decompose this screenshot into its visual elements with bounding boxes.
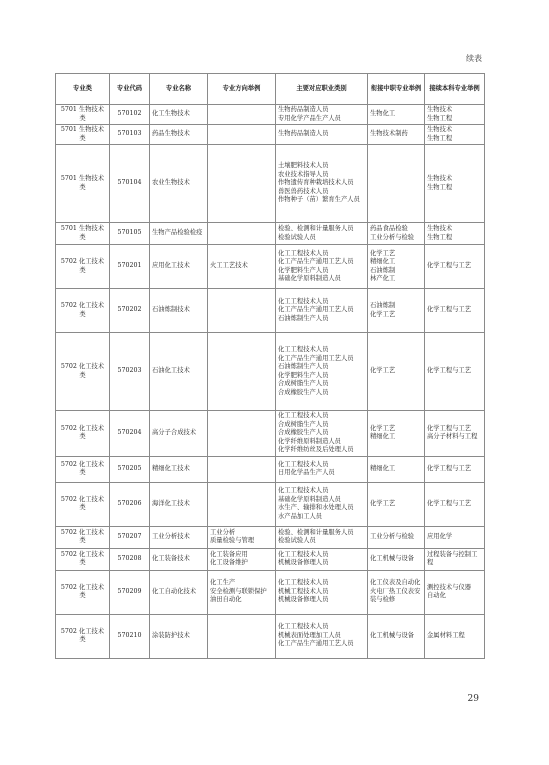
undergrad-line: 化学工程与工艺 xyxy=(427,499,472,507)
direction-cell xyxy=(208,570,276,614)
secondary-line: 精细化工 xyxy=(370,464,396,472)
secondary-line: 化学工艺 xyxy=(370,424,396,432)
table-row xyxy=(56,223,485,245)
occupations-line: 化工工程技术人员 xyxy=(278,550,329,558)
code-cell: 570202 xyxy=(110,289,150,333)
occupations-line: 检验试验人员 xyxy=(278,233,316,241)
secondary-cell xyxy=(368,526,425,548)
occupations-cell xyxy=(276,223,368,245)
name-cell: 应用化工技术 xyxy=(150,245,208,289)
secondary-cell xyxy=(368,333,425,411)
undergrad-line: 生物技术 xyxy=(427,126,453,133)
undergrad-cell xyxy=(425,105,485,125)
header-category: 专业类 xyxy=(56,74,110,105)
table-row xyxy=(56,482,485,526)
category-cell: 5701 生物技术类 xyxy=(56,105,110,125)
secondary-cell xyxy=(368,245,425,289)
undergrad-cell xyxy=(425,245,485,289)
undergrad-cell xyxy=(425,456,485,482)
secondary-line: 化学工艺 xyxy=(370,310,396,318)
undergrad-line: 生物工程 xyxy=(427,233,453,241)
occupations-line: 化学纤维纺丝及后处理人员 xyxy=(278,446,354,453)
undergrad-line: 测控技术与仪器 xyxy=(427,583,472,591)
undergrad-line: 生物技术 xyxy=(427,175,453,182)
direction-cell xyxy=(208,223,276,245)
occupations-line: 土壤肥料技术人员 xyxy=(278,162,329,170)
direction-cell xyxy=(208,289,276,333)
occupations-line: 化工工程技术人员 xyxy=(278,297,329,305)
secondary-line: 精细化工 xyxy=(370,433,396,441)
undergrad-cell xyxy=(425,526,485,548)
occupations-line: 合成树脂生产人员 xyxy=(278,380,329,387)
table-row xyxy=(56,526,485,548)
undergrad-cell xyxy=(425,125,485,145)
table-row xyxy=(56,125,485,145)
code-cell: 570205 xyxy=(110,456,150,482)
code-cell: 570210 xyxy=(110,614,150,658)
name-cell: 海洋化工技术 xyxy=(150,482,208,526)
continuation-label: 续表 xyxy=(466,54,482,63)
secondary-line: 林产化工 xyxy=(370,275,396,282)
name-cell: 化工自动化技术 xyxy=(150,570,208,614)
table-row xyxy=(56,614,485,658)
occupations-line: 基础化学原料制造人员 xyxy=(278,275,341,282)
undergrad-cell xyxy=(425,548,485,570)
occupations-line: 化工工程技术人员 xyxy=(278,579,329,587)
secondary-line: 化工仪表及自动化 xyxy=(370,579,421,587)
occupations-cell xyxy=(276,125,368,145)
occupations-line: 化工工程技术人员 xyxy=(278,623,329,631)
undergrad-line: 应用化学 xyxy=(427,532,453,540)
secondary-line: 工业分析与检验 xyxy=(370,233,415,241)
category-cell: 5702 化工技术类 xyxy=(56,411,110,457)
secondary-line: 石油炼制 xyxy=(370,266,396,274)
occupations-line: 石油炼制生产人员 xyxy=(278,363,329,370)
header-undergrad: 接续本科专业举例 xyxy=(425,74,485,105)
undergrad-line: 化学工程与工艺 xyxy=(427,367,472,375)
secondary-line: 化学工艺 xyxy=(370,499,396,507)
occupations-line: 基础化学原料制造人员 xyxy=(278,495,341,503)
occupations-line: 化工工程技术人员 xyxy=(278,249,329,257)
occupations-line: 机械设备修理人员 xyxy=(278,596,329,604)
undergrad-line: 化学工程与工艺 xyxy=(427,464,472,472)
direction-line: 油田自动化 xyxy=(210,596,242,604)
category-cell: 5702 化工技术类 xyxy=(56,482,110,526)
undergrad-line: 过程装备与控制工程 xyxy=(427,550,478,566)
category-cell: 5702 化工技术类 xyxy=(56,245,110,289)
category-cell: 5701 生物技术类 xyxy=(56,223,110,245)
code-cell: 570206 xyxy=(110,482,150,526)
occupations-line: 化工产品生产通用工艺人员 xyxy=(278,258,354,265)
code-cell: 570102 xyxy=(110,105,150,125)
direction-cell xyxy=(208,482,276,526)
occupations-line: 化工产品生产通用工艺人员 xyxy=(278,354,354,362)
occupations-line: 化学肥料生产人员 xyxy=(278,371,329,379)
table-row xyxy=(56,245,485,289)
occupations-line: 水生产、输排和水处理人员 xyxy=(278,504,354,511)
occupations-line: 日用化学品生产人员 xyxy=(278,469,335,476)
occupations-line: 机械工程技术人员 xyxy=(278,587,329,595)
table-row xyxy=(56,548,485,570)
category-cell: 5702 化工技术类 xyxy=(56,456,110,482)
occupations-line: 机械设备修理人员 xyxy=(278,559,329,566)
code-cell: 570209 xyxy=(110,570,150,614)
occupations-line: 化工产品生产通用工艺人员 xyxy=(278,640,354,648)
occupations-cell xyxy=(276,482,368,526)
occupations-cell xyxy=(276,526,368,548)
code-cell: 570105 xyxy=(110,223,150,245)
secondary-cell xyxy=(368,411,425,457)
direction-line: 火工工艺技术 xyxy=(210,262,248,270)
occupations-cell xyxy=(276,614,368,658)
undergrad-line: 生物技术 xyxy=(427,225,453,232)
occupations-cell xyxy=(276,289,368,333)
occupations-line: 生物药品制造人员 xyxy=(278,106,329,113)
secondary-line: 化学工艺 xyxy=(370,367,396,375)
undergrad-line: 生物工程 xyxy=(427,134,453,142)
undergrad-line: 化学工程与工艺 xyxy=(427,262,472,270)
table-header-row xyxy=(56,74,485,105)
secondary-cell xyxy=(368,570,425,614)
occupations-line: 化学纤维原料制造人员 xyxy=(278,437,341,445)
secondary-line: 化学工艺 xyxy=(370,249,396,257)
direction-cell xyxy=(208,548,276,570)
secondary-line: 精细化工 xyxy=(370,258,396,265)
occupations-line: 机械表面处理加工人员 xyxy=(278,631,341,639)
table-row xyxy=(56,456,485,482)
name-cell: 农业生物技术 xyxy=(150,145,208,223)
name-cell: 化工装备技术 xyxy=(150,548,208,570)
secondary-cell xyxy=(368,105,425,125)
secondary-cell xyxy=(368,145,425,223)
occupations-cell xyxy=(276,245,368,289)
category-cell: 5702 化工技术类 xyxy=(56,333,110,411)
secondary-cell xyxy=(368,482,425,526)
occupations-line: 石油炼制生产人员 xyxy=(278,314,329,322)
occupations-line: 合成橡胶生产人员 xyxy=(278,429,329,436)
occupations-line: 兽医兽药技术人员 xyxy=(278,187,329,195)
name-cell: 精细化工技术 xyxy=(150,456,208,482)
secondary-cell xyxy=(368,548,425,570)
direction-cell xyxy=(208,125,276,145)
category-cell: 5702 化工技术类 xyxy=(56,289,110,333)
occupations-cell xyxy=(276,145,368,223)
header-direction: 专业方向举例 xyxy=(208,74,276,105)
header-occupations: 主要对应职业类别 xyxy=(276,74,368,105)
name-cell: 高分子合成技术 xyxy=(150,411,208,457)
occupations-cell xyxy=(276,456,368,482)
secondary-cell xyxy=(368,289,425,333)
secondary-line: 石油炼制 xyxy=(370,302,396,309)
direction-cell xyxy=(208,105,276,125)
occupations-line: 检验、检测和计量服务人员 xyxy=(278,225,354,232)
occupations-line: 化工工程技术人员 xyxy=(278,346,329,353)
category-cell: 5702 化工技术类 xyxy=(56,526,110,548)
direction-line: 化工设备维护 xyxy=(210,559,248,566)
undergrad-line: 生物技术 xyxy=(427,106,453,113)
secondary-line: 药品食品检验 xyxy=(370,225,408,232)
occupations-line: 化工产品生产通用工艺人员 xyxy=(278,306,354,314)
name-cell: 药品生物技术 xyxy=(150,125,208,145)
undergrad-cell xyxy=(425,289,485,333)
secondary-line: 工业分析与检验 xyxy=(370,532,415,540)
occupations-line: 作物种子（苗）繁育生产人员 xyxy=(278,196,360,204)
undergrad-line: 金属材料工程 xyxy=(427,631,465,639)
category-cell: 5701 生物技术类 xyxy=(56,145,110,223)
secondary-cell xyxy=(368,125,425,145)
occupations-line: 专用化学产品生产人员 xyxy=(278,114,341,122)
occupations-cell xyxy=(276,548,368,570)
direction-line: 安全检测与联锁保护 xyxy=(210,587,267,595)
occupations-line: 生物药品制造人员 xyxy=(278,130,329,138)
occupations-line: 化工工程技术人员 xyxy=(278,487,329,494)
undergrad-cell xyxy=(425,482,485,526)
undergrad-line: 自动化 xyxy=(427,592,446,599)
code-cell: 570208 xyxy=(110,548,150,570)
name-cell: 涂装防护技术 xyxy=(150,614,208,658)
direction-cell xyxy=(208,145,276,223)
table-row xyxy=(56,333,485,411)
direction-line: 化工生产 xyxy=(210,579,236,587)
occupations-line: 化学肥料生产人员 xyxy=(278,266,329,274)
table-row xyxy=(56,105,485,125)
name-cell: 工业分析技术 xyxy=(150,526,208,548)
occupations-cell xyxy=(276,333,368,411)
undergrad-line: 化学工程与工艺 xyxy=(427,306,472,314)
name-cell: 生物产品检验检疫 xyxy=(150,223,208,245)
secondary-cell xyxy=(368,614,425,658)
code-cell: 570104 xyxy=(110,145,150,223)
direction-cell xyxy=(208,614,276,658)
occupations-cell xyxy=(276,105,368,125)
code-cell: 570201 xyxy=(110,245,150,289)
header-code: 专业代码 xyxy=(110,74,150,105)
table-row xyxy=(56,289,485,333)
table-row xyxy=(56,570,485,614)
undergrad-cell xyxy=(425,223,485,245)
secondary-line: 化工机械与设备 xyxy=(370,554,415,562)
code-cell: 570204 xyxy=(110,411,150,457)
name-cell: 石油化工技术 xyxy=(150,333,208,411)
category-cell: 5702 化工技术类 xyxy=(56,548,110,570)
table-row xyxy=(56,145,485,223)
secondary-line: 火电厂热工仪表安装与检修 xyxy=(370,587,421,604)
direction-cell xyxy=(208,333,276,411)
secondary-line: 化工机械与设备 xyxy=(370,631,415,639)
occupations-line: 作物遗传育种栽培技术人员 xyxy=(278,179,354,187)
header-secondary: 衔接中职专业举例 xyxy=(368,74,425,105)
undergrad-cell xyxy=(425,570,485,614)
occupations-cell xyxy=(276,411,368,457)
occupations-line: 合成树脂生产人员 xyxy=(278,420,329,428)
undergrad-line: 化学工程与工艺 xyxy=(427,424,472,432)
undergrad-line: 生物工程 xyxy=(427,114,453,122)
occupations-line: 检验试验人员 xyxy=(278,537,316,544)
direction-cell xyxy=(208,411,276,457)
secondary-line: 生物化工 xyxy=(370,110,396,118)
category-cell: 5702 化工技术类 xyxy=(56,614,110,658)
direction-cell xyxy=(208,456,276,482)
direction-line: 化工装备应用 xyxy=(210,550,248,558)
category-cell: 5701 生物技术类 xyxy=(56,125,110,145)
direction-line: 质量检验与管理 xyxy=(210,537,255,544)
occupations-line: 化工工程技术人员 xyxy=(278,460,329,468)
secondary-cell xyxy=(368,456,425,482)
direction-cell xyxy=(208,245,276,289)
occupations-line: 合成橡胶生产人员 xyxy=(278,388,329,396)
undergrad-cell xyxy=(425,411,485,457)
code-cell: 570207 xyxy=(110,526,150,548)
occupations-line: 检验、检测和计量服务人员 xyxy=(278,528,354,536)
secondary-cell xyxy=(368,223,425,245)
occupations-line: 水产品加工人员 xyxy=(278,512,323,520)
name-cell: 化工生物技术 xyxy=(150,105,208,125)
code-cell: 570203 xyxy=(110,333,150,411)
header-name: 专业名称 xyxy=(150,74,208,105)
undergrad-line: 高分子材料与工程 xyxy=(427,433,478,441)
direction-cell xyxy=(208,526,276,548)
undergrad-cell xyxy=(425,145,485,223)
undergrad-cell xyxy=(425,333,485,411)
category-cell: 5702 化工技术类 xyxy=(56,570,110,614)
undergrad-cell xyxy=(425,614,485,658)
occupations-line: 农业技术指导人员 xyxy=(278,170,329,178)
page-number: 29 xyxy=(467,694,479,704)
table-row xyxy=(56,411,485,457)
occupations-line: 化工工程技术人员 xyxy=(278,412,329,419)
specialty-catalog-table xyxy=(55,73,485,659)
undergrad-line: 生物工程 xyxy=(427,183,453,191)
name-cell: 石油炼制技术 xyxy=(150,289,208,333)
occupations-cell xyxy=(276,570,368,614)
secondary-line: 生物技术制药 xyxy=(370,130,408,138)
direction-line: 工业分析 xyxy=(210,528,236,536)
code-cell: 570103 xyxy=(110,125,150,145)
